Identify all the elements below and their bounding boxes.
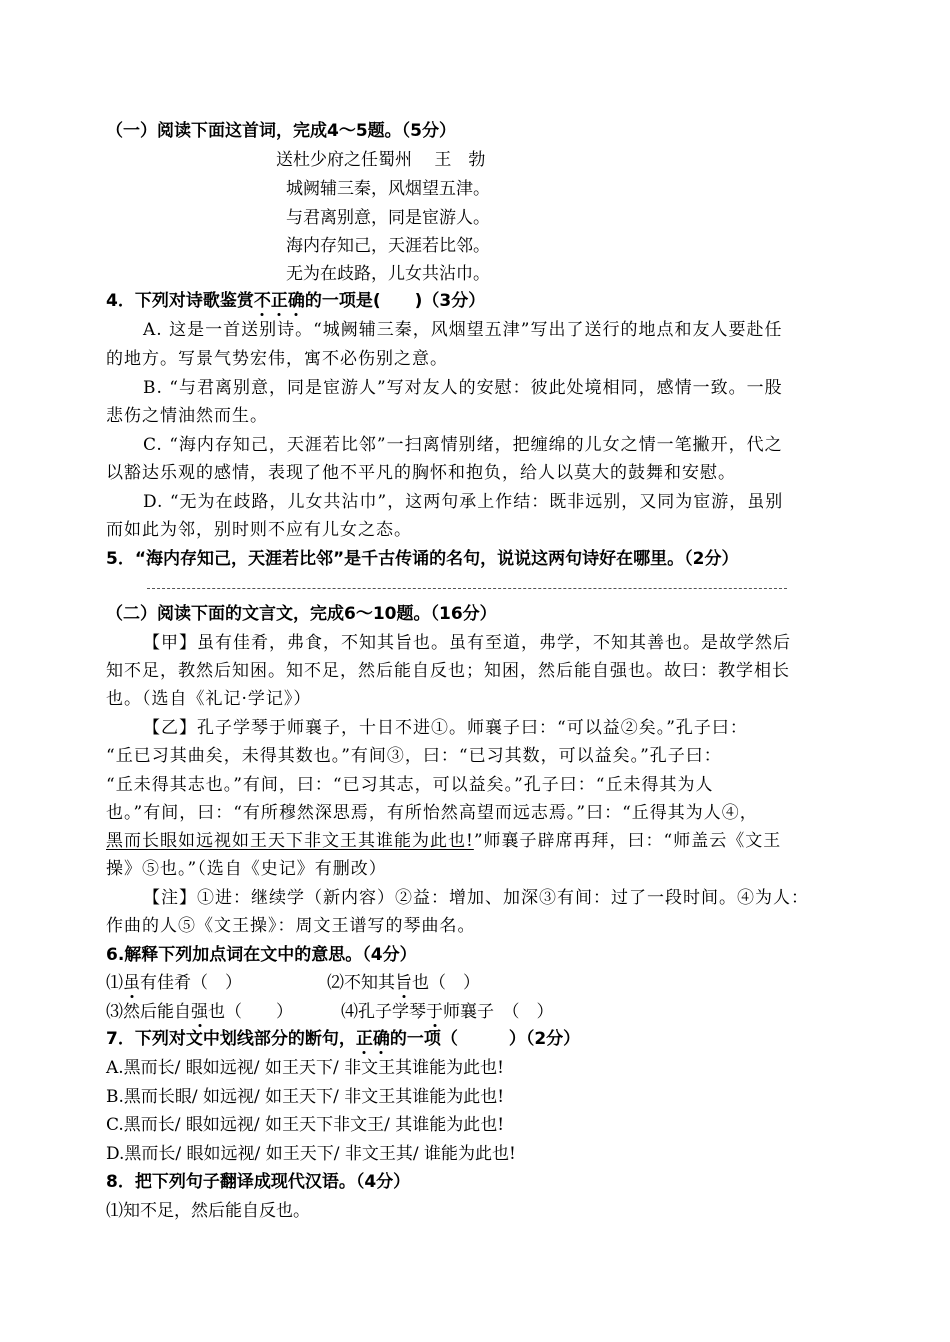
dotted-word: 旨 xyxy=(395,973,412,993)
passage-yi-cont: 也。”有间，曰：“有所穆然深思焉，有所怡然高望而远志焉。”曰：“丘得其为人④， xyxy=(106,803,758,823)
item-text: ⑷孔子学琴 xyxy=(341,1002,426,1022)
q7-dotted-char: 确 xyxy=(372,1029,390,1049)
poem-line: 海内存知己，天涯若比邻。 xyxy=(286,236,490,256)
section2-heading: （二）阅读下面的文言文，完成6～10题。（16分） xyxy=(106,604,497,624)
passage-jia-cont: 也。（选自《礼记·学记》） xyxy=(106,689,312,709)
item-text: 也（ ） xyxy=(208,1002,293,1022)
q4-dotted-char: 正 xyxy=(270,291,288,311)
passage-note-cont: 作曲的人⑤《文王操》：周文王谱写的琴曲名。 xyxy=(106,916,476,936)
q4-dotted-char: 确 xyxy=(287,291,305,311)
q4-option-b-cont: 悲伤之情油然而生。 xyxy=(106,406,268,426)
q6-item-2 xyxy=(327,973,480,993)
passage-text: ”师襄子辟席再拜，曰：“师盖云《文王 xyxy=(473,831,782,851)
q6-stem: 6.解释下列加点词在文中的意思。（4分） xyxy=(106,945,417,965)
passage-yi-cont xyxy=(106,831,781,851)
poem-line: 城阙辅三秦，风烟望五津。 xyxy=(286,179,490,199)
poem-line: 无为在歧路，儿女共沾巾。 xyxy=(286,264,490,284)
dotted-word: 于 xyxy=(426,1002,443,1022)
passage-jia: 【甲】虽有佳肴，弗食，不知其旨也。虽有至道，弗学，不知其善也。是故学然后 xyxy=(143,633,791,653)
dotted-word: 虽 xyxy=(123,973,140,993)
passage-yi-cont: 操》⑤也。”（选自《史记》有删改） xyxy=(106,859,387,879)
q8-item-1: ⑴知不足，然后能自反也。 xyxy=(106,1201,310,1221)
dotted-word: 强 xyxy=(191,1002,208,1022)
q4-option-a: A. 这是一首送别诗。“城阙辅三秦，风烟望五津”写出了送行的地点和友人要赴任 xyxy=(143,320,783,340)
q6-item-3 xyxy=(106,1002,293,1022)
q7-option-a: A.黑而长/ 眼如远视/ 如王天下/ 非文王其谁能为此也! xyxy=(106,1058,504,1078)
q4-option-c-cont: 以豁达乐观的感情，表现了他不平凡的胸怀和抱负，给人以莫大的鼓舞和安慰。 xyxy=(106,463,736,483)
answer-line xyxy=(147,588,787,589)
underlined-sentence: 黑而长眼如远视如王天下非文王其谁能为此也! xyxy=(106,831,474,851)
q7-option-b: B.黑而长眼/ 如远视/ 如王天下/ 非文王其谁能为此也! xyxy=(106,1087,505,1107)
q4-option-d: D. “无为在歧路，儿女共沾巾”，这两句承上作结：既非远别，又同为宦游，虽别 xyxy=(143,492,784,512)
item-text: ⑶然后能自 xyxy=(106,1002,191,1022)
q5-stem: 5．“海内存知己，天涯若比邻”是千古传诵的名句，说说这两句诗好在哪里。（2分） xyxy=(106,549,739,569)
q4-option-b: B. “与君离别意，同是宦游人”写对友人的安慰：彼此处境相同，感情一致。一股 xyxy=(143,378,783,398)
q6-item-4 xyxy=(341,1002,554,1022)
item-number: ⑴ xyxy=(106,973,123,993)
passage-yi: 【乙】孔子学琴于师襄子，十日不进①。师襄子曰：“可以益②矣。”孔子曰： xyxy=(143,718,748,738)
q4-stem-part: 的一项是( )（3分） xyxy=(304,291,486,311)
item-text: 也（ ） xyxy=(412,973,480,993)
item-text: 师襄子 （ ） xyxy=(443,1002,554,1022)
passage-yi-cont: “丘未得其志也。”有间，曰：“已习其志，可以益矣。”孔子曰：“丘未得其为人 xyxy=(106,775,714,795)
q6-item-1 xyxy=(106,973,242,993)
q8-stem: 8．把下列句子翻译成现代汉语。（4分） xyxy=(106,1172,411,1192)
q7-dotted-char: 正 xyxy=(355,1029,373,1049)
poem-title: 送杜少府之任蜀州 王 勃 xyxy=(276,150,486,170)
section1-heading: （一）阅读下面这首词，完成4～5题。（5分） xyxy=(106,121,456,141)
q4-option-a-cont: 的地方。写景气势宏伟，寓不必伤别之意。 xyxy=(106,349,448,369)
q4-option-c: C. “海内存知己，天涯若比邻”一扫离情别绪，把缠绵的儿女之情一笔撇开，代之 xyxy=(143,435,783,455)
q7-option-c: C.黑而长/ 眼如远视/ 如王天下非文王/ 其谁能为此也! xyxy=(106,1115,505,1135)
passage-jia-cont: 知不足，教然后知困。知不足，然后能自反也；知困，然后能自强也。故曰：教学相长 xyxy=(106,661,790,681)
poem-line: 与君离别意，同是宦游人。 xyxy=(286,208,490,228)
q7-option-d: D.黑而长/ 眼如远视/ 如王天下/ 非文王其/ 谁能为此也! xyxy=(106,1144,516,1164)
passage-yi-cont: “丘已习其曲矣，未得其数也。”有间③，曰：“已习其数，可以益矣。”孔子曰： xyxy=(106,746,722,766)
q7-stem-part: 7．下列对文中划线部分的断句， xyxy=(106,1029,356,1049)
item-text: ⑵不知其 xyxy=(327,973,395,993)
q4-stem-part: 4．下列对诗歌鉴赏 xyxy=(106,291,254,311)
q4-stem xyxy=(106,291,485,311)
passage-note: 【注】①进：继续学（新内容）②益：增加、加深③有间：过了一段时间。④为人： xyxy=(143,888,809,908)
q7-stem-part: 的一项（ ）（2分） xyxy=(389,1029,581,1049)
q4-option-d-cont: 而如此为邻，别时则不应有儿女之态。 xyxy=(106,520,412,540)
item-text: 有佳肴（ ） xyxy=(140,973,242,993)
q7-stem xyxy=(106,1029,580,1049)
q4-dotted-char: 不 xyxy=(253,291,271,311)
